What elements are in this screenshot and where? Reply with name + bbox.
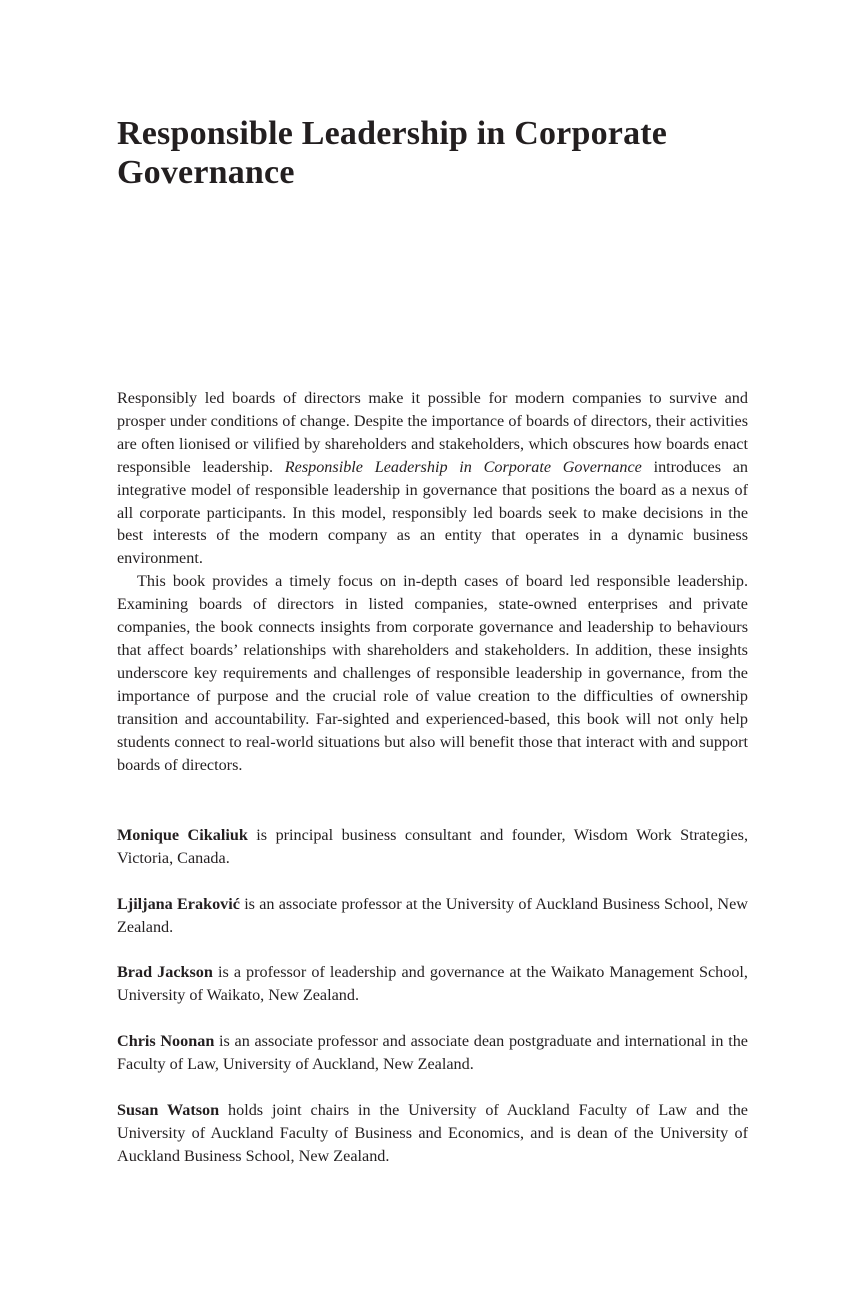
book-title: Responsible Leadership in Corporate Governance [117, 115, 668, 191]
description-paragraph-2: This book provides a timely focus on in-depth cases of board led responsible leadership. Examining boards of directors in listed companies, state-owned enterprises and private companies, the book connects insights from corporate governance and leadership to behaviours that affect boards’ relationships with shareholders and stakeholders. In addition, these insights underscore key requirements and challenges of responsible leadership in governance, from the importance of purpose and the crucial role of value creation to the difficulties of ownership transition and accountability. Far-sighted and experienced-based, this book will not only help students connect to real-world situations but also will benefit those that interact with and support boards of directors. [117, 572, 748, 774]
author-description: holds joint chairs in the University of Auckland Faculty of Law and the University of Auckland Faculty of Business and Economics, and is dean of the University of Auckland Business School, New Zealand. [117, 1100, 748, 1165]
description-text: introduces an integrative model of responsible leadership in governance that positions the board as a nexus of all corporate participants. In this model, responsibly led boards seek to make decisions in the best interests of the modern company as an entity that operates in a dynamic business environment. [117, 457, 749, 568]
author-name: Chris Noonan [117, 1032, 215, 1051]
author-bio [117, 893, 748, 939]
description-text: Responsibly led boards of directors make it possible for modern companies to survive and prosper under conditions of change. Despite the importance of boards of directors, their activities are often lionised or vilified by shareholders and stakeholders, which obscures how boards enact responsible leadership. [117, 389, 748, 476]
author-name: Monique Cikaliuk [117, 826, 248, 844]
description-paragraph-1 [117, 387, 748, 570]
author-description: is an associate professor and associate dean postgraduate and international in the Faculty of Law, University of Auckland, New Zealand. [117, 1032, 748, 1074]
author-description: is a professor of leadership and governance at the Waikato Management School, University of Waikato, New Zealand. [117, 963, 748, 1005]
author-bio [117, 824, 748, 870]
book-title-italic: Responsible Leadership in Corporate Governance [284, 457, 642, 476]
author-bio [117, 1099, 748, 1168]
author-name: Brad Jackson [117, 963, 213, 982]
author-bio [117, 961, 748, 1007]
author-name: Susan Watson [117, 1100, 220, 1119]
author-bios [117, 824, 748, 1190]
author-bio [117, 1030, 748, 1076]
author-name: Ljiljana Eraković [117, 894, 240, 913]
book-description [117, 387, 748, 776]
author-description: is an associate professor at the University of Auckland Business School, New Zealand. [117, 894, 748, 936]
author-description: is principal business consultant and founder, Wisdom Work Strategies, Victoria, Canada. [117, 826, 748, 867]
